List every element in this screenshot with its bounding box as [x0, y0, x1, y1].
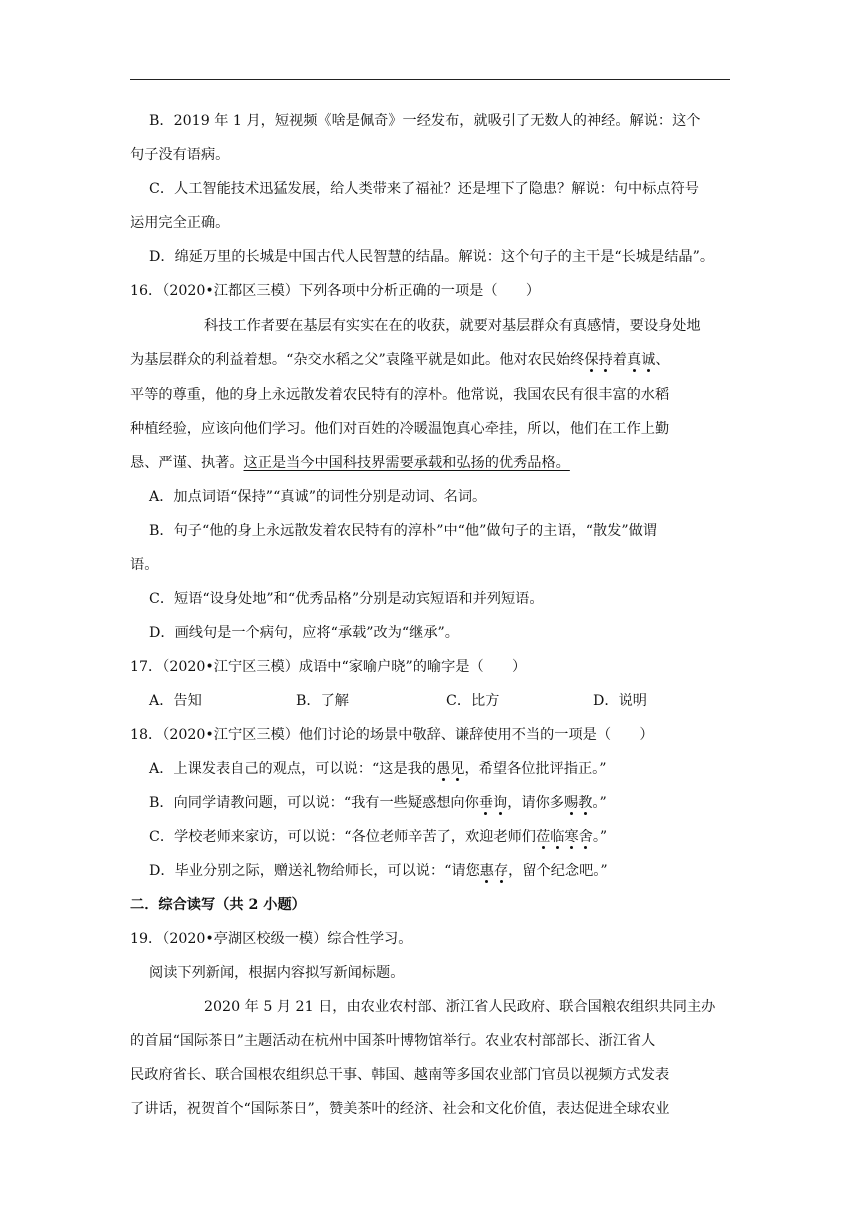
- q17-option-a: A．告知: [149, 693, 202, 709]
- q19-news-line2: 的首届“国际茶日”主题活动在杭州中国茶叶博物馆举行。农业农村部部长、浙江省人: [130, 1033, 656, 1049]
- q16-passage-line1: 科技工作者要在基层有实实在在的收获，就要对基层群众有真感情，要设身处地: [204, 318, 701, 334]
- q19-news-line3: 民政府省长、联合国根农组织总干事、韩国、越南等多国农业部门官员以视频方式发表: [130, 1067, 670, 1083]
- q16-passage-line5: 恳、严谨、执著。这正是当今中国科技界需要承载和弘扬的优秀品格。: [130, 455, 570, 471]
- q16-option-a: A．加点词语“保持”“真诚”的词性分别是动词、名词。: [149, 489, 487, 505]
- q18-dotted-word-cijiao: 赐教: [563, 795, 593, 811]
- q17-option-b: B．了解: [296, 693, 349, 709]
- q18-option-d: D．毕业分别之际，赠送礼物给师长，可以说：“请您惠存，留个纪念吧。”: [149, 863, 608, 879]
- q19-title: 19．（2020•亭湖区校级一模）综合性学习。: [130, 931, 413, 947]
- q19-news-line1: 2020 年 5 月 21 日，由农业农村部、浙江省人民政府、联合国粮农组织共同主办: [204, 999, 716, 1015]
- q16-passage-line3: 平等的尊重，他的身上永远散发着农民特有的淳朴。他常说，我国农民有很丰富的水稻: [130, 387, 670, 403]
- q15-option-c-line2: 运用完全正确。: [130, 215, 230, 231]
- q18-option-a: A．上课发表自己的观点，可以说：“这是我的愚见，希望各位批评指正。”: [149, 761, 607, 777]
- section-2-title: 二．综合读写（共 2 小题）: [130, 897, 306, 913]
- q15-option-c-line1: C．人工智能技术迅猛发展，给人类带来了福祉？还是埋下了隐患？解说：句中标点符号: [149, 181, 699, 197]
- q15-option-b-line1: B．2019 年 1 月，短视频《啥是佩奇》一经发布，就吸引了无数人的神经。解说：这个: [149, 113, 701, 129]
- q16-option-b-line1: B．句子“他的身上永远散发着农民特有的淳朴”中“他”做句子的主语，“散发”做谓: [149, 523, 657, 539]
- q16-option-d: D．画线句是一个病句，应将“承载”改为“继承”。: [149, 625, 459, 641]
- q17-option-d: D．说明: [593, 693, 647, 709]
- q18-dotted-word-lilinhanshe: 莅临寒舍: [536, 829, 593, 845]
- q18-dotted-word-chuixun: 垂询: [478, 795, 508, 811]
- q16-passage-line2: 为基层群众的利益着想。“杂交水稻之父”袁隆平就是如此。他对农民始终保持着真诚、: [130, 352, 670, 368]
- q15-option-b-line2: 句子没有语病。: [130, 147, 230, 163]
- q19-instruction: 阅读下列新闻，根据内容拟写新闻标题。: [149, 965, 405, 981]
- q15-option-d: D．绵延万里的长城是中国古代人民智慧的结晶。解说：这个句子的主干是“长城是结晶”。: [149, 249, 715, 265]
- q16-option-c: C．短语“设身处地”和“优秀品格”分别是动宾短语和并列短语。: [149, 591, 544, 607]
- q18-option-c: C．学校老师来家访，可以说：“各位老师辛苦了，欢迎老师们莅临寒舍。”: [149, 829, 608, 845]
- q16-passage-line4: 种植经验，应该向他们学习。他们对百姓的冷暖温饱真心牵挂，所以，他们在工作上勤: [130, 421, 670, 437]
- q16-dotted-word-zhencheng: 真诚: [626, 352, 656, 368]
- q16-underlined-sentence: 这正是当今中国科技界需要承载和弘扬的优秀品格。: [243, 455, 570, 471]
- q18-option-b: B．向同学请教问题，可以说：“我有一些疑惑想向你垂询，请你多赐教。”: [149, 795, 607, 811]
- q16-option-b-line2: 语。: [130, 557, 159, 573]
- q18-title: 18．（2020•江宁区三模）他们讨论的场景中敬辞、谦辞使用不当的一项是（ ）: [130, 727, 654, 743]
- q19-news-line4: 了讲话，祝贺首个“国际茶日”，赞美茶叶的经济、社会和文化价值，表达促进全球农业: [130, 1101, 670, 1117]
- q18-dotted-word-huicun: 惠存: [479, 863, 509, 879]
- q17-title: 17．（2020•江宁区三模）成语中“家喻户晓”的喻字是（ ）: [130, 659, 527, 675]
- q16-title: 16．（2020•江都区三模）下列各项中分析正确的一项是（ ）: [130, 283, 541, 299]
- q18-dotted-word-yujian: 愚见: [436, 761, 465, 777]
- q17-option-c: C．比方: [446, 693, 500, 709]
- header-rule: [130, 79, 730, 80]
- q16-dotted-word-baochi: 保持: [584, 352, 613, 368]
